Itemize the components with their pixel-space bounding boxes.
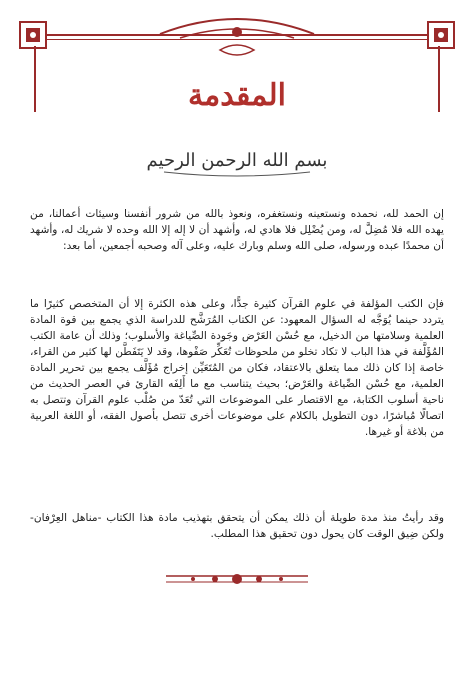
header-ornament [150, 10, 324, 72]
closing-paragraph: وقد رأيتُ منذ مدة طويلة أن ذلك يمكن أن يتحقق بتهذيب مادة هذا الكتاب -مناهل العِرْفان- ولكن ضِيق الوقت كان يحول دون تحقيق هذا المطلب. [30, 512, 444, 540]
body-paragraph: فإن الكتب المؤلفة في علوم القرآن كثيرة جدًّا، وعلى هذه الكثرة إلا أن المتخصص كثيرًا ما يتردد حينما يُوَجَّه له السؤال المعهود: عن الكتاب المُرَشَّح للدراسة الذي يجمع بين قوة المادة العلمية وسلامتها من الدخيل، مع حُسْن العَرْض وجَودة الصِّياغة والأسلوب؛ وذلك أن عامة الكتب المُؤَلَّفة في هذا الباب لا تكاد تخلو من ملحوظات تُعَكِّر صَفْوها، وقد لا يَتَفَطَّن لها كثير من القراء، خاصة إذا كان ذلك مما يتعلق بالاعتقاد، فكان من المُتَعَيِّن إخراج مُؤَلَّف يجمع بين تحرير المادة العلمية، مع حُسْن الصِّياغة والعَرْض؛ بحيث يتناسب مع ما أَلِفَه القارئ في العصر الحديث من ناحية أسلوب الكتابة، مع الاقتصار على الموضوعات التي تُعَدّ من صُلْب علوم القرآن وتتصل به اتصالًا مُباشرًا، دون التطويل بالكلام على موضوعات أخرى تتصل بأصول الفقه، أو اللغة العربية من بلاغة أو غيرها. [30, 298, 444, 438]
intro-paragraph: إن الحمد لله، نحمده ونستعينه ونستغفره، ونعوذ بالله من شرور أنفسنا وسيئات أعمالنا، من يهده الله فلا مُضِلَّ له، ومن يُضْلِل فلا هادي له، وأشهد أن لا إله إلا الله وحده لا شريك له، وأشهد أن محمدًا عبده ورسوله، صلى الله وسلم وبارك عليه، وعلى آله وصحبه أجمعين، أما بعد: [30, 208, 444, 252]
corner-ornament-left [18, 20, 48, 50]
corner-ornament-right [426, 20, 456, 50]
basmala-flourish [160, 166, 314, 178]
footer-ornament [160, 564, 314, 596]
chapter-title: المقدمة [188, 78, 286, 113]
basmala: بسم الله الرحمن الرحيم [146, 150, 328, 171]
